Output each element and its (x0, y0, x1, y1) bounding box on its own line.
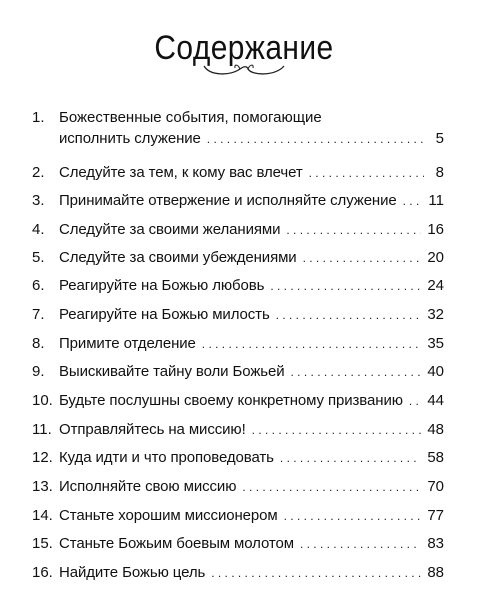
toc-entry-title: Следуйте за своими желаниями (59, 221, 281, 238)
toc-entry-number: 10. (32, 392, 53, 409)
flourish-ornament-icon (200, 60, 288, 78)
toc-entry-title: Куда идти и что проповедовать (59, 449, 274, 466)
toc-entry[interactable] (32, 107, 444, 150)
toc-dot-leader (242, 477, 421, 498)
toc-entry-page-number: 24 (427, 277, 444, 294)
toc-entry-title: Будьте послушны своему конкретному призванию (59, 392, 403, 409)
toc-entry-number: 8. (32, 335, 45, 352)
toc-entry-page-number: 8 (435, 164, 444, 181)
toc-entry-page-number: 35 (427, 335, 444, 352)
toc-entry-number: 9. (32, 363, 45, 380)
toc-entry-title: Следуйте за своими убеждениями (59, 249, 297, 266)
toc-dot-leader (284, 506, 422, 527)
toc-entry[interactable] (32, 190, 444, 212)
toc-entry-number: 6. (32, 277, 45, 294)
toc-entry-number: 7. (32, 306, 45, 323)
toc-entry-page-number: 77 (427, 507, 444, 524)
toc-entry-title: Выискивайте тайну воли Божьей (59, 363, 285, 380)
toc-entry-page-number: 44 (427, 392, 444, 409)
toc-entry-number: 13. (32, 478, 53, 495)
toc-dot-leader (280, 448, 421, 469)
toc-entry-number: 1. (32, 109, 45, 126)
toc-entry-title: исполнить служение (59, 130, 201, 147)
toc-entry-page-number: 11 (428, 192, 444, 209)
toc-entry-page-number: 40 (427, 363, 444, 380)
toc-entry-number: 5. (32, 249, 45, 266)
toc-dot-leader (403, 191, 423, 212)
toc-entry[interactable] (32, 333, 444, 355)
toc-entry-title: Примите отделение (59, 335, 196, 352)
toc-dot-leader (252, 420, 422, 441)
toc-entry-page-number: 5 (435, 130, 444, 147)
toc-dot-leader (409, 391, 421, 412)
toc-entry-number: 2. (32, 164, 45, 181)
toc-entry-title-line: Божественные события, помогающие (59, 109, 322, 126)
toc-entry-title: Исполняйте свою миссию (59, 478, 237, 495)
toc-entry[interactable] (32, 219, 444, 241)
toc-entry-title: Реагируйте на Божью любовь (59, 277, 265, 294)
toc-entry[interactable] (32, 533, 444, 555)
toc-entry-number: 12. (32, 449, 53, 466)
toc-dot-leader (202, 334, 422, 355)
toc-entry-number: 11. (32, 421, 52, 438)
toc-entry[interactable] (32, 390, 444, 412)
toc-entry-number: 14. (32, 507, 53, 524)
toc-entry-number: 3. (32, 192, 45, 209)
toc-dot-leader (309, 163, 424, 184)
toc-dot-leader (291, 362, 422, 383)
toc-entry-number: 4. (32, 221, 45, 238)
toc-entry-page-number: 58 (427, 449, 444, 466)
toc-entry[interactable] (32, 275, 444, 297)
toc-entry[interactable] (32, 162, 444, 184)
toc-entry[interactable] (32, 447, 444, 469)
toc-entry-title: Станьте Божьим боевым молотом (59, 535, 294, 552)
toc-entry[interactable] (32, 247, 444, 269)
toc-entry-page-number: 48 (427, 421, 444, 438)
toc-entry-number: 16. (32, 564, 53, 581)
toc-entry-title: Принимайте отвержение и исполняйте служение (59, 192, 397, 209)
toc-entry-number: 15. (32, 535, 53, 552)
toc-entry[interactable] (32, 304, 444, 326)
toc-dot-leader (276, 305, 422, 326)
toc-entry-title: Следуйте за тем, к кому вас влечет (59, 164, 303, 181)
toc-entry[interactable] (32, 361, 444, 383)
toc-dot-leader (286, 220, 421, 241)
page-title: Содержание (154, 28, 334, 67)
toc-dot-leader (211, 563, 421, 584)
toc-entry-page-number: 83 (427, 535, 444, 552)
toc-entry-page-number: 32 (427, 306, 444, 323)
toc-dot-leader (300, 534, 421, 555)
toc-entry-title: Реагируйте на Божью милость (59, 306, 270, 323)
toc-entry-page-number: 70 (427, 478, 444, 495)
toc-dot-leader (303, 248, 422, 269)
toc-entry[interactable] (32, 505, 444, 527)
toc-entry[interactable] (32, 562, 444, 584)
toc-dot-leader (270, 276, 421, 297)
toc-entry-page-number: 88 (427, 564, 444, 581)
toc-entry-page-number: 20 (427, 249, 444, 266)
toc-entry-title: Найдите Божью цель (59, 564, 206, 581)
toc-entry[interactable] (32, 476, 444, 498)
toc-entry-title: Станьте хорошим миссионером (59, 507, 278, 524)
toc-entry-page-number: 16 (427, 221, 444, 238)
toc-entry-title: Отправляйтесь на миссию! (59, 421, 246, 438)
toc-dot-leader (207, 129, 424, 150)
toc-entry[interactable] (32, 419, 444, 441)
